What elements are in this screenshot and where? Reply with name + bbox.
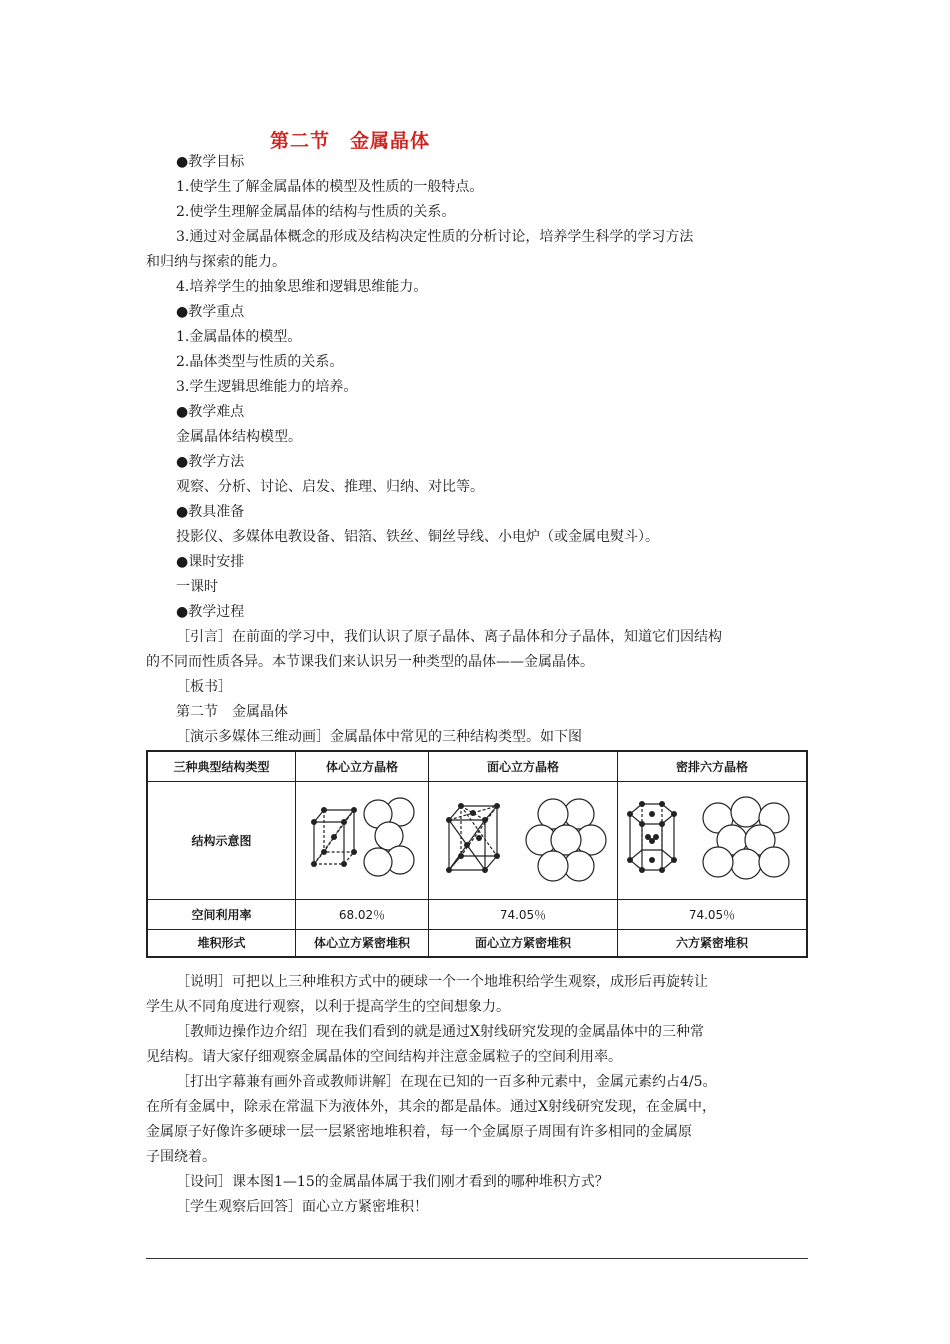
rate-bcc: 68.02％ bbox=[296, 899, 429, 929]
stack-bcc: 体心立方紧密堆积 bbox=[296, 929, 429, 957]
text-line: ●课时安排 bbox=[176, 554, 245, 570]
text-line: ［演示多媒体三维动画］金属晶体中常见的三种结构类型。如下图 bbox=[176, 729, 582, 745]
text-line: ［说明］可把以上三种堆积方式中的硬球一个一个地堆积给学生观察，成形后再旋转让 bbox=[176, 974, 708, 990]
text-line: ［打出字幕兼有画外音或教师讲解］在现在已知的一百多种元素中，金属元素约占4/5。 bbox=[176, 1074, 717, 1090]
text-line: 2.晶体类型与性质的关系。 bbox=[176, 354, 344, 370]
stack-hcp: 六方紧密堆积 bbox=[618, 929, 808, 957]
text-line: ●教具准备 bbox=[176, 504, 245, 520]
body-text-bottom bbox=[146, 970, 808, 1220]
table-header-cell: 体心立方晶格 bbox=[296, 751, 429, 781]
text-line: 的不同而性质各异。本节课我们来认识另一种类型的晶体——金属晶体。 bbox=[146, 654, 594, 670]
text-line: 学生从不同角度进行观察，以利于提高学生的空间想象力。 bbox=[146, 999, 510, 1015]
text-line: 观察、分析、讨论、启发、推理、归纳、对比等。 bbox=[176, 479, 484, 495]
structure-table bbox=[146, 750, 808, 956]
text-line: ●教学过程 bbox=[176, 604, 245, 620]
text-line: ［板书］ bbox=[176, 679, 232, 695]
text-line: ●教学重点 bbox=[176, 304, 245, 320]
stack-fcc: 面心立方紧密堆积 bbox=[429, 929, 618, 957]
text-line: 子围绕着。 bbox=[146, 1149, 216, 1165]
text-line: 金属晶体结构模型。 bbox=[176, 429, 302, 445]
text-line: 金属原子好像许多硬球一层一层紧密地堆积着，每一个金属原子周围有许多相同的金属原 bbox=[146, 1124, 692, 1140]
text-line: 第二节 金属晶体 bbox=[176, 704, 288, 720]
text-line: ［学生观察后回答］面心立方紧密堆积！ bbox=[176, 1199, 428, 1215]
hcp-diagram bbox=[618, 781, 808, 899]
text-line: 投影仪、多媒体电教设备、铝箔、铁丝、铜丝导线、小电炉（或金属电熨斗）。 bbox=[176, 529, 659, 545]
text-line: ［教师边操作边介绍］现在我们看到的就是通过X射线研究发现的金属晶体中的三种常 bbox=[176, 1024, 704, 1040]
page-title: 第二节 金属晶体 bbox=[269, 130, 430, 152]
table-header-cell: 密排六方晶格 bbox=[618, 751, 808, 781]
rate-label: 空间利用率 bbox=[147, 899, 296, 929]
text-line: 3.学生逻辑思维能力的培养。 bbox=[176, 379, 358, 395]
text-line: 和归纳与探索的能力。 bbox=[146, 254, 286, 270]
table-header-cell: 面心立方晶格 bbox=[429, 751, 618, 781]
diagram-row-label: 结构示意图 bbox=[147, 781, 296, 899]
text-line: ●教学目标 bbox=[176, 154, 245, 170]
stack-label: 堆积形式 bbox=[147, 929, 296, 957]
footer-rule bbox=[146, 1258, 808, 1259]
text-line: 在所有金属中，除汞在常温下为液体外，其余的都是晶体。通过X射线研究发现，在金属中， bbox=[146, 1099, 716, 1115]
text-line: 1.使学生了解金属晶体的模型及性质的一般特点。 bbox=[176, 179, 484, 195]
text-line: 1.金属晶体的模型。 bbox=[176, 329, 302, 345]
text-line: ［引言］在前面的学习中，我们认识了原子晶体、离子晶体和分子晶体，知道它们因结构 bbox=[176, 629, 722, 645]
text-line: 4.培养学生的抽象思维和逻辑思维能力。 bbox=[176, 279, 428, 295]
text-line: 3.通过对金属晶体概念的形成及结构决定性质的分析讨论，培养学生科学的学习方法 bbox=[176, 229, 694, 245]
fcc-diagram bbox=[429, 781, 618, 899]
text-line: ●教学难点 bbox=[176, 404, 245, 420]
text-line: ［设问］课本图1—15的金属晶体属于我们刚才看到的哪种堆积方式？ bbox=[176, 1174, 609, 1190]
text-line: 一课时 bbox=[176, 579, 218, 595]
rate-fcc: 74.05％ bbox=[429, 899, 618, 929]
rate-hcp: 74.05％ bbox=[618, 899, 808, 929]
text-line: ●教学方法 bbox=[176, 454, 245, 470]
body-text-top bbox=[146, 150, 808, 750]
table-header-cell: 三种典型结构类型 bbox=[147, 751, 296, 781]
text-line: 2.使学生理解金属晶体的结构与性质的关系。 bbox=[176, 204, 456, 220]
text-line: 见结构。请大家仔细观察金属晶体的空间结构并注意金属粒子的空间利用率。 bbox=[146, 1049, 622, 1065]
bcc-diagram bbox=[296, 781, 429, 899]
